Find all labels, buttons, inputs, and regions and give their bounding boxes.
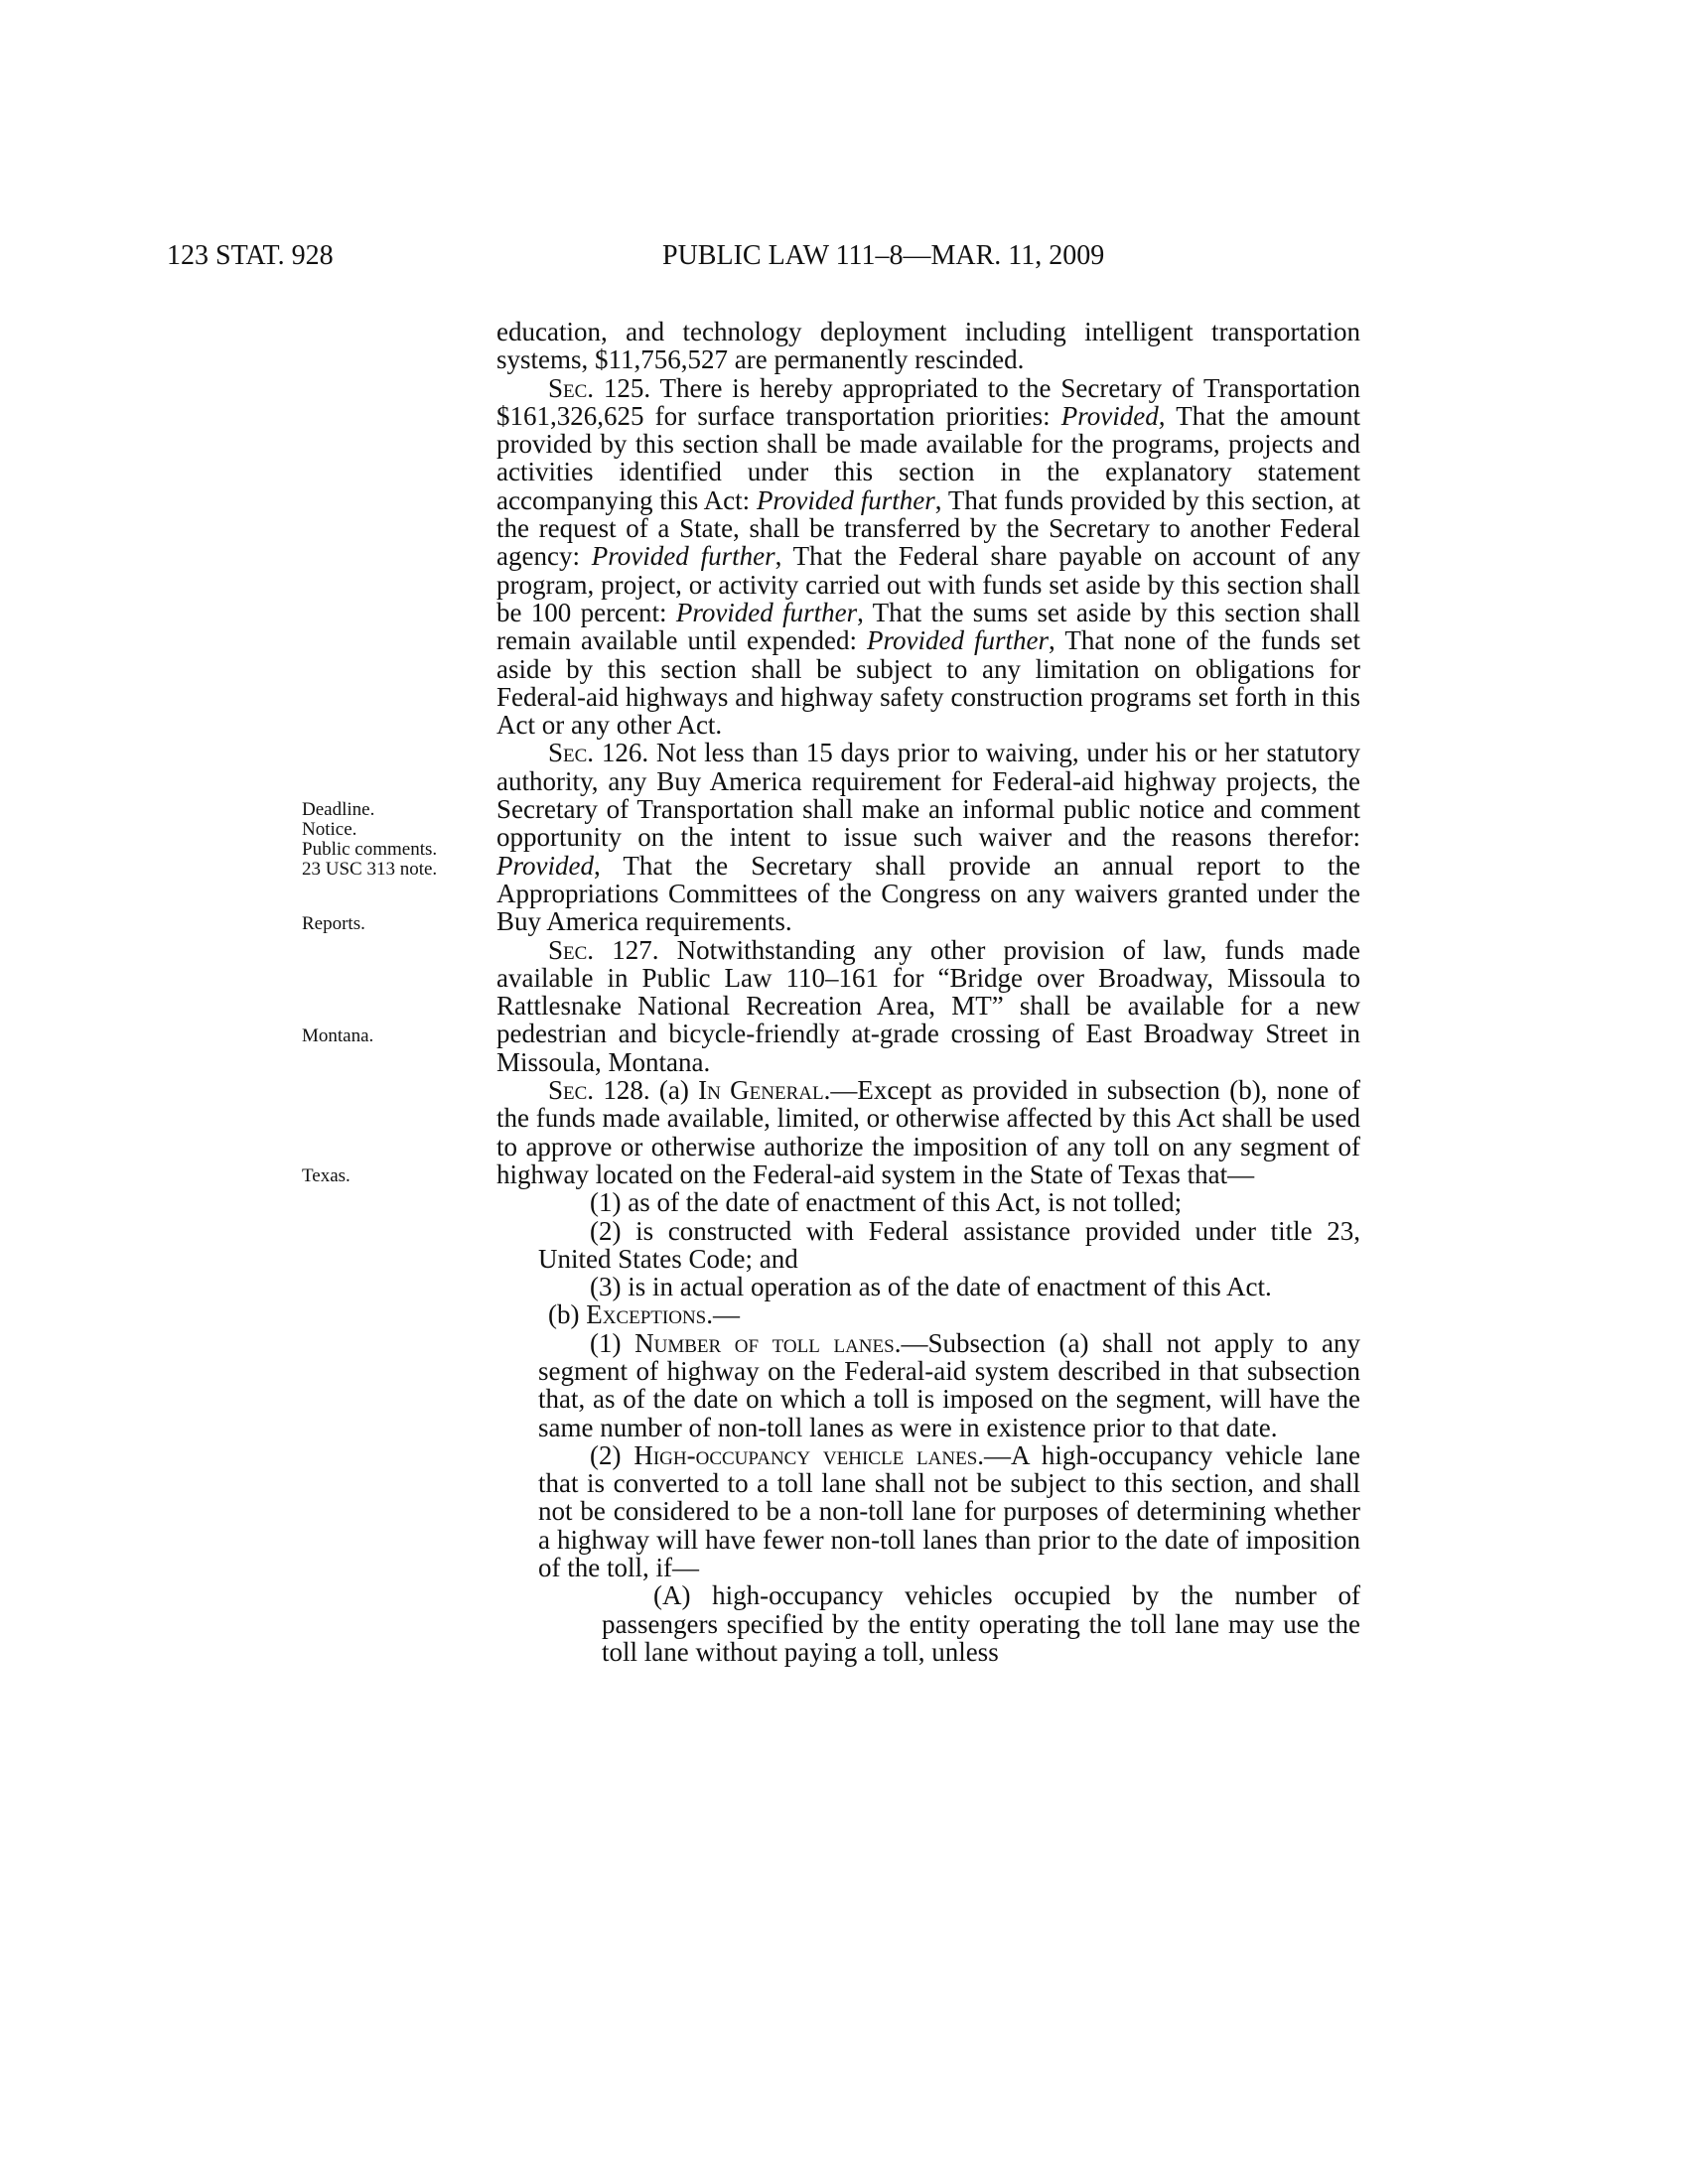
section-128-item-1: (1) as of the date of enactment of this Act, is not tolled; <box>590 1187 1183 1218</box>
stat-page-number: 123 STAT. 928 <box>167 240 334 271</box>
margin-note-montana: Montana. <box>302 1025 374 1046</box>
exception-hov-lanes: (2) High-occupancy vehicle lanes.—A high-occupancy vehicle lane that is converted to a toll lane shall not be subject to this section, and shall not be considered to be a non-toll lane for purposes of determining whether a highway will have fewer non-toll lanes than prior to the date of imposition of the toll, if— <box>538 1439 1360 1583</box>
exception-number-of-toll-lanes: (1) Number of toll lanes.—Subsection (a) shall not apply to any segment of highway on the Federal-aid system described in that subsection that, as of the date on which a toll is imposed on the segment, will have the same number of non-toll lanes as were in existence prior to that date. <box>538 1327 1360 1442</box>
margin-note-reports: Reports. <box>302 913 365 934</box>
section-125: Sec. 125. There is hereby appropriated to the Secretary of Transportation $161,326,625 for surface transportation priorities: Provided, That the amount provided by this section shall be made available for the programs, projects and activities identified under this section in the explanatory statement accompanying this Act: Provided further, That funds provided by this section, at the request of a State, shall be transferred by the Secretary to another Federal agency: Provided further, That the Federal share payable on account of any program, project, or activity carried out with funds set aside by this section shall be 100 percent: Provided further, That the sums set aside by this section shall remain available until expended: Provided further, That none of the funds set aside by this section shall be subject to any limitation on obligations for Federal-aid highways and highway safety construction programs set forth in this Act or any other Act. <box>496 372 1361 741</box>
margin-note-deadline: Deadline. <box>302 799 375 820</box>
section-126: Sec. 126. Not less than 15 days prior to waiving, under his or her statutory authority, any Buy America requirement for Federal-aid highway projects, the Secretary of Transportation shall make an informal public notice and comment opportunity on the intent to issue such waiver and the reasons therefor: Provided, That the Secretary shall provide an annual report to the Appropriations Committees of the Congress on any waivers granted under the Buy America requirements. <box>496 738 1360 937</box>
margin-note-public-comments: Public comments. <box>302 839 438 860</box>
section-128: Sec. 128. (a) In General.—Except as provided in subsection (b), none of the funds made available, limited, or otherwise affected by this Act shall be used to approve or otherwise authorize the imposition of any toll on any segment of highway located on the Federal-aid system in the State of Texas that— <box>496 1075 1360 1189</box>
exception-hov-clause-a: (A) high-occupancy vehicles occupied by the number of passengers specified by the entity operating the toll lane may use the toll lane without paying a toll, unless <box>602 1580 1360 1667</box>
paragraph-continuation: education, and technology deployment including intelligent transportation systems, $11,756,527 are permanently rescinded. <box>496 317 1360 375</box>
running-header <box>0 240 1688 280</box>
margin-note-texas: Texas. <box>302 1165 351 1186</box>
margin-note-notice: Notice. <box>302 819 357 840</box>
section-128-exceptions: (b) Exceptions.— <box>548 1299 740 1330</box>
section-128-item-3: (3) is in actual operation as of the date of enactment of this Act. <box>590 1272 1272 1302</box>
margin-note-usc: 23 USC 313 note. <box>302 859 438 880</box>
statute-body <box>496 318 1360 1666</box>
margin-note-sec126 <box>302 800 471 880</box>
public-law-title: PUBLIC LAW 111–8—MAR. 11, 2009 <box>662 240 1105 271</box>
section-127: Sec. 127. Notwithstanding any other provision of law, funds made available in Public Law 110–161 for “Bridge over Broadway, Missoula to Rattlesnake National Recreation Area, MT” shall be available for a new pedestrian and bicycle-friendly at-grade crossing of East Broadway Street in Missoula, Montana. <box>496 934 1360 1077</box>
section-128-item-2: (2) is constructed with Federal assistance provided under title 23, United States Code; and <box>538 1215 1360 1274</box>
